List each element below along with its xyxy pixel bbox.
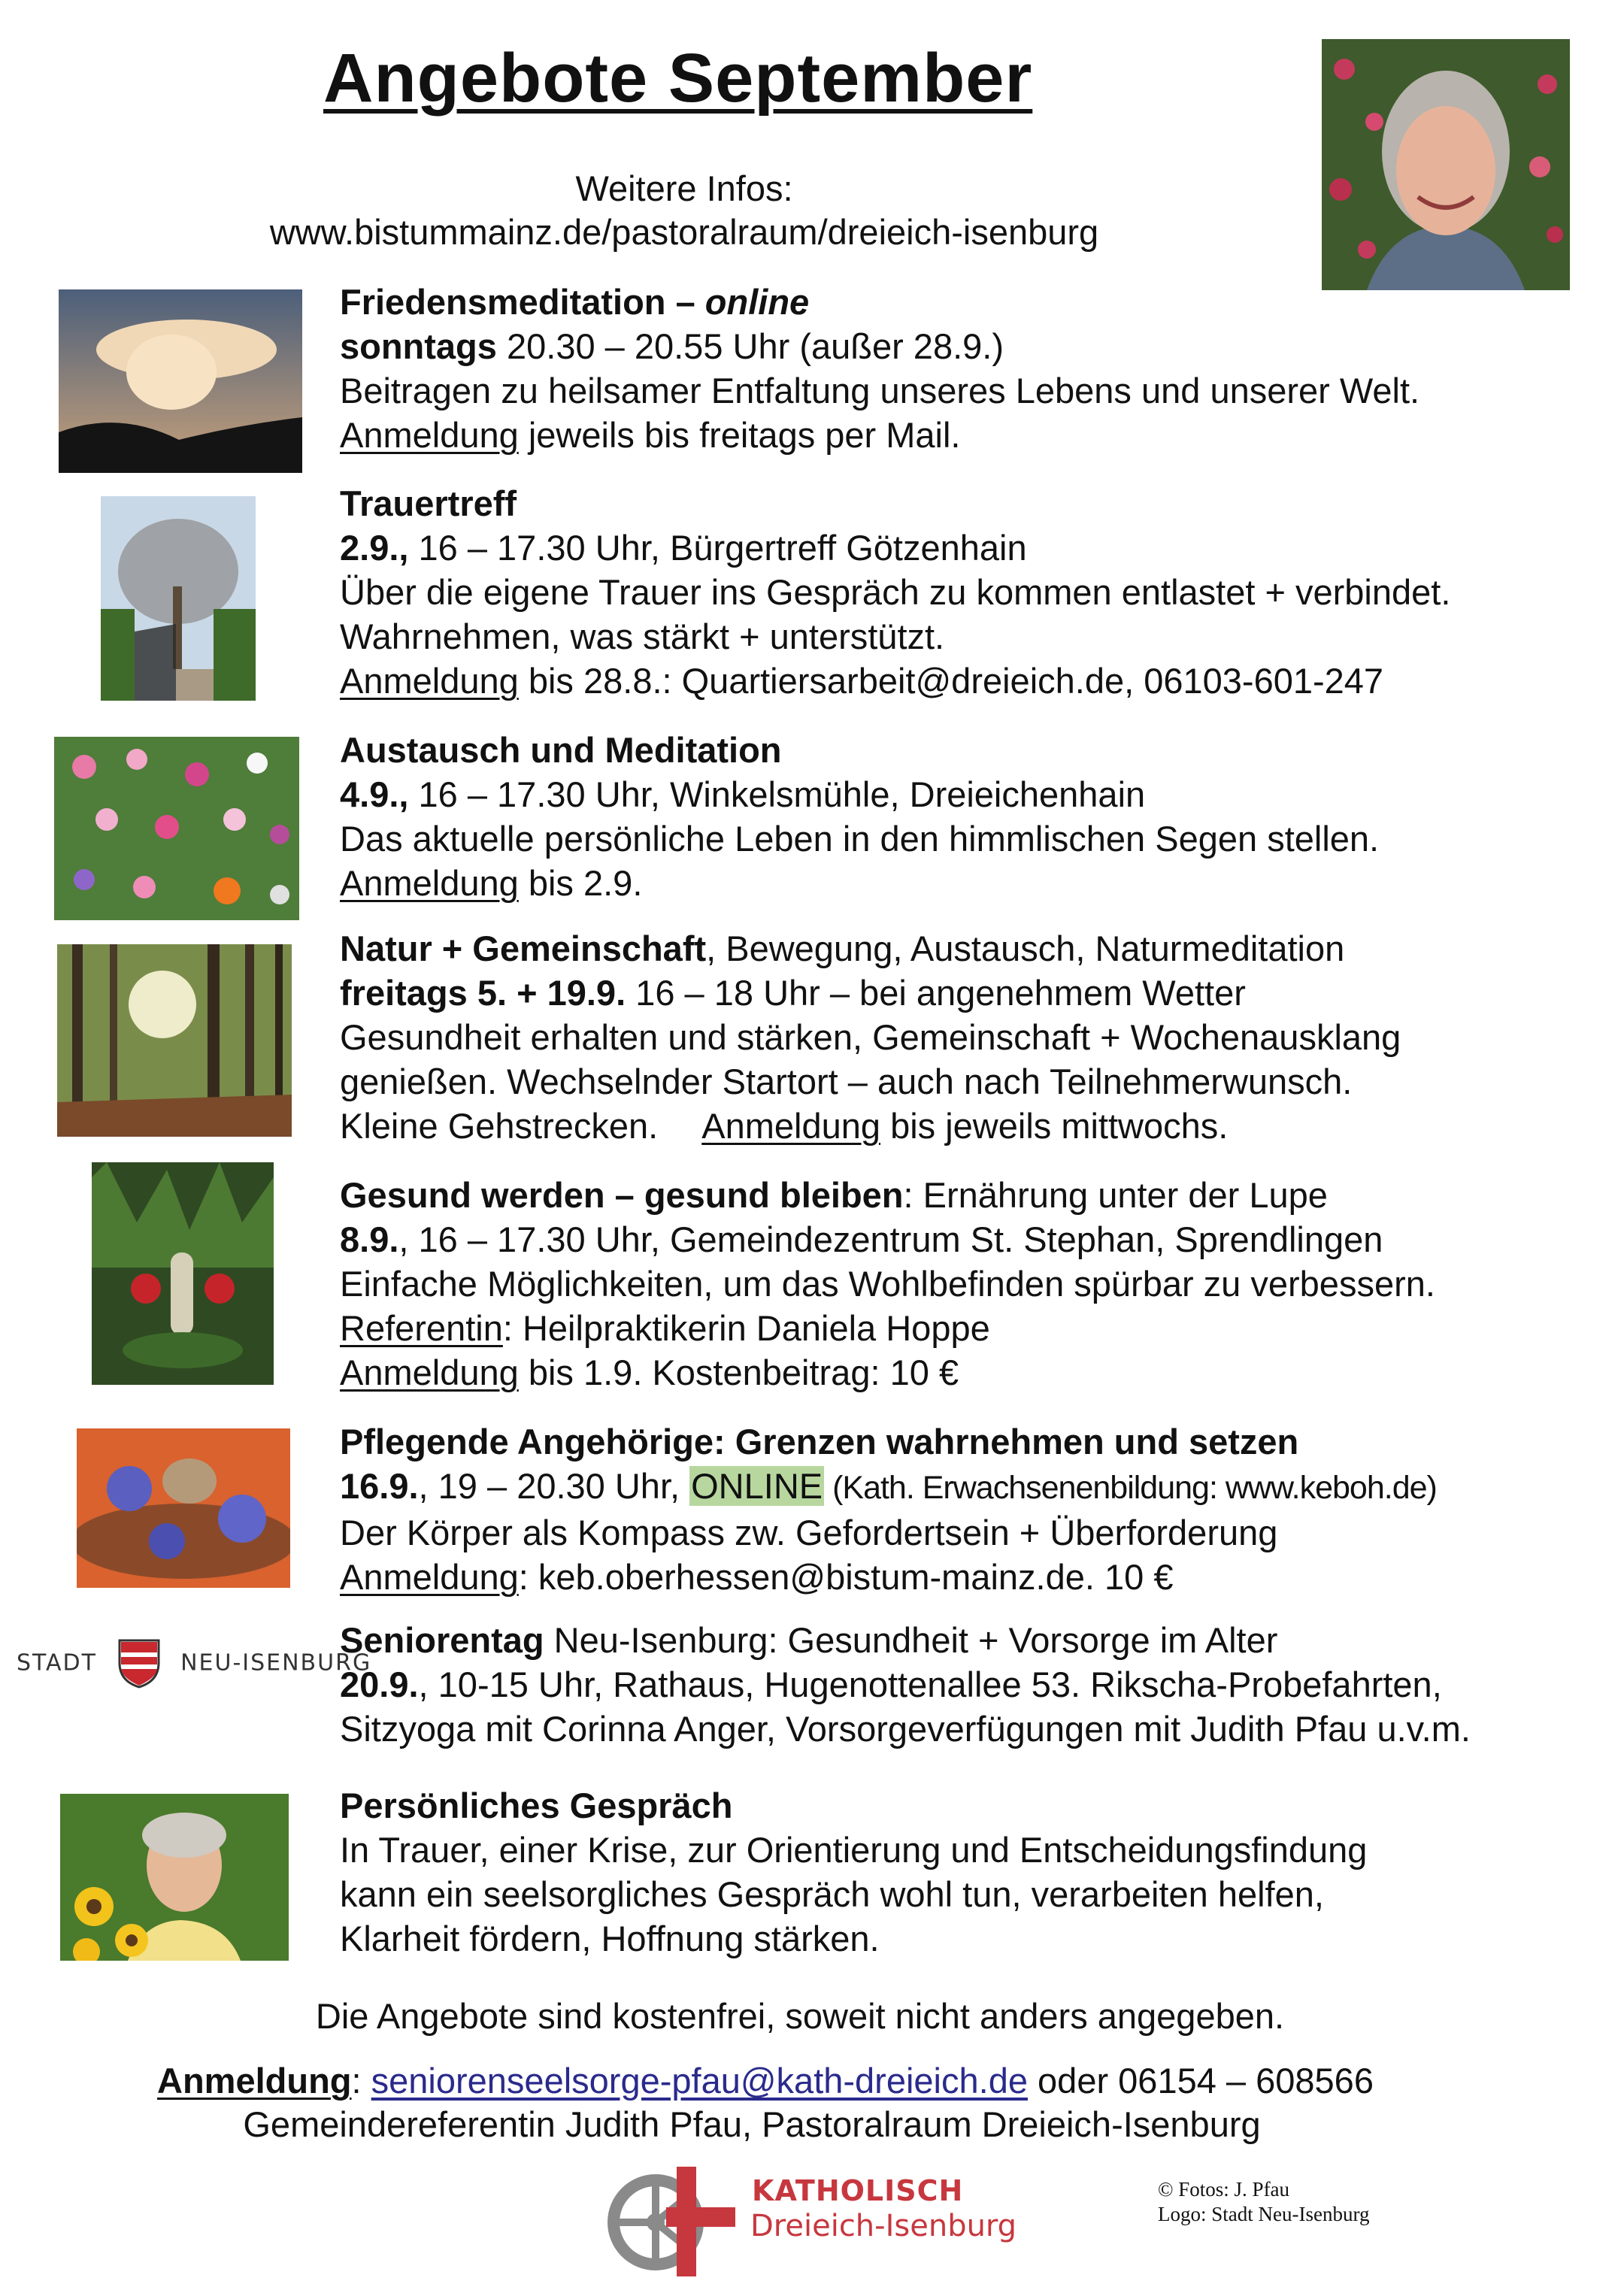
section-heading: Austausch und Meditation: [340, 730, 782, 770]
forest-photo: [57, 944, 292, 1137]
description: Wahrnehmen, was stärkt + unterstützt.: [340, 616, 945, 656]
cloud-photo: [59, 289, 302, 473]
time-text: 16 – 18 Uhr – bei angenehmem Wetter: [626, 973, 1246, 1013]
page-title: Angebote September: [323, 40, 1033, 117]
referent-label: Referentin: [340, 1308, 503, 1348]
logo-katholisch-label: KATHOLISCH: [752, 2174, 964, 2207]
description: Einfache Möglichkeiten, um das Wohlbefinden spürbar zu verbessern.: [340, 1264, 1435, 1304]
date: 2.9.,: [340, 528, 409, 568]
section-heading: Pflegende Angehörige: Grenzen wahrnehmen und setzen: [340, 1422, 1299, 1462]
infos-label: Weitere Infos:: [575, 168, 793, 208]
date: 20.9.: [340, 1664, 419, 1704]
section-heading-rest: Neu-Isenburg: Gesundheit + Vorsorge im Alter: [544, 1620, 1278, 1660]
date: freitags 5. + 19.9.: [340, 973, 626, 1013]
referent-text: : Heilpraktikerin Daniela Hoppe: [502, 1308, 990, 1348]
section-heading: Seniorentag: [340, 1620, 544, 1660]
description: Das aktuelle persönliche Leben in den himmlischen Segen stellen.: [340, 819, 1380, 859]
credit-photos: © Fotos: J. Pfau: [1158, 2178, 1290, 2201]
section-heading: Trauertreff: [340, 483, 517, 523]
stadt-label: STADT: [17, 1649, 97, 1677]
photo-credits: [1158, 2177, 1369, 2227]
time-text: , 19 – 20.30 Uhr,: [418, 1466, 690, 1506]
description: Kleine Gehstrecken.: [340, 1106, 659, 1146]
coat-of-arms-icon: [117, 1637, 162, 1690]
online-badge: ONLINE: [691, 1466, 823, 1506]
date: sonntags: [340, 326, 497, 366]
registration-text: bis 28.8.: Quartiersarbeit@dreieich.de, 06103-601-247: [518, 661, 1384, 701]
registration-label: Anmeldung: [701, 1106, 881, 1146]
registration-label: Anmeldung: [340, 1352, 519, 1392]
organizer-text: (Kath. Erwachsenenbildung: www.keboh.de): [824, 1470, 1437, 1506]
section-trauertreff: [340, 481, 1450, 703]
footer-colon: :: [351, 2061, 371, 2101]
description: Über die eigene Trauer ins Gespräch zu kommen entlastet + verbindet.: [340, 572, 1451, 612]
flowers-photo: [54, 737, 299, 920]
section-natur-gemeinschaft: [340, 926, 1401, 1148]
description: Der Körper als Kompass zw. Gefordertsein + Überforderung: [340, 1513, 1278, 1552]
section-gesund-werden: [340, 1173, 1435, 1395]
footer-note: Die Angebote sind kostenfrei, soweit nicht anders angegeben.: [315, 1996, 1285, 2036]
time-text: , 16 – 17.30 Uhr, Gemeindezentrum St. Stephan, Sprendlingen: [398, 1219, 1383, 1259]
footer-registration-label: Anmeldung: [157, 2061, 352, 2101]
section-heading-online: online: [704, 282, 810, 322]
registration-text: bis 2.9.: [518, 863, 643, 903]
section-heading-rest: , Bewegung, Austausch, Naturmeditation: [706, 928, 1345, 968]
section-persoenliches-gespraech: [340, 1783, 1367, 1961]
registration-label: Anmeldung: [340, 661, 519, 701]
registration-label: Anmeldung: [340, 1557, 519, 1597]
time-text: , 10-15 Uhr, Rathaus, Hugenottenallee 53. Rikscha-Probefahrten,: [418, 1664, 1442, 1704]
footer-registration: [0, 2058, 1577, 2104]
tree-gate-photo: [101, 496, 256, 701]
portrait-photo-sunflowers: [60, 1794, 289, 1961]
description: Klarheit fördern, Hoffnung stärken.: [340, 1919, 880, 1958]
description: Gesundheit erhalten und stärken, Gemeinschaft + Wochenausklang: [340, 1017, 1401, 1057]
email-link[interactable]: seniorenseelsorge-pfau@kath-dreieich.de: [371, 2061, 1028, 2101]
registration-text: bis jeweils mittwochs.: [880, 1106, 1229, 1146]
registration-text: : keb.oberhessen@bistum-mainz.de. 10 €: [518, 1557, 1174, 1597]
infos-url[interactable]: www.bistummainz.de/pastoralraum/dreieich-isenburg: [269, 212, 1099, 252]
time-text: 16 – 17.30 Uhr, Winkelsmühle, Dreieichenhain: [408, 774, 1146, 814]
vegetable-face-photo: [92, 1162, 274, 1385]
registration-text: jeweils bis freitags per Mail.: [518, 415, 961, 455]
description: Sitzyoga mit Corinna Anger, Vorsorgeverfügungen mit Judith Pfau u.v.m.: [340, 1709, 1471, 1749]
credit-logo: Logo: Stadt Neu-Isenburg: [1158, 2203, 1370, 2225]
section-heading: Persönliches Gespräch: [340, 1786, 733, 1825]
footer-phone: oder 06154 – 608566: [1027, 2061, 1374, 2101]
registration-label: Anmeldung: [340, 863, 519, 903]
stadt-neu-isenburg-logo: [17, 1637, 371, 1690]
section-austausch-meditation: [340, 728, 1379, 905]
section-pflegende-angehoerige: [340, 1419, 1437, 1599]
neu-isenburg-label: NEU-ISENBURG: [180, 1649, 372, 1677]
logo-location-label: Dreieich-Isenburg: [750, 2209, 1017, 2243]
portrait-photo-top: [1322, 39, 1570, 290]
pansies-photo: [77, 1428, 290, 1588]
section-heading: Gesund werden – gesund bleiben: [340, 1175, 904, 1215]
section-friedensmeditation: [340, 280, 1419, 457]
section-heading-rest: : Ernährung unter der Lupe: [903, 1175, 1328, 1215]
registration-text: bis 1.9. Kostenbeitrag: 10 €: [518, 1352, 959, 1392]
date: 16.9.: [340, 1466, 419, 1506]
description: kann ein seelsorgliches Gespräch wohl tun, verarbeiten helfen,: [340, 1874, 1324, 1914]
katholisch-logo-icon: [601, 2165, 741, 2278]
description: genießen. Wechselnder Startort – auch nach Teilnehmerwunsch.: [340, 1062, 1353, 1101]
registration-label: Anmeldung: [340, 415, 519, 455]
footer-contact: Gemeindereferentin Judith Pfau, Pastoralraum Dreieich-Isenburg: [243, 2104, 1261, 2144]
description: Beitragen zu heilsamer Entfaltung unseres Lebens und unserer Welt.: [340, 371, 1420, 410]
section-heading: Natur + Gemeinschaft: [340, 928, 707, 968]
section-seniorentag: [340, 1618, 1471, 1751]
time-text: 20.30 – 20.55 Uhr (außer 28.9.): [496, 326, 1004, 366]
date: 8.9.: [340, 1219, 399, 1259]
date: 4.9.,: [340, 774, 409, 814]
description: In Trauer, einer Krise, zur Orientierung und Entscheidungsfindung: [340, 1830, 1368, 1870]
time-text: 16 – 17.30 Uhr, Bürgertreff Götzenhain: [408, 528, 1027, 568]
section-heading: Friedensmeditation –: [340, 282, 705, 322]
